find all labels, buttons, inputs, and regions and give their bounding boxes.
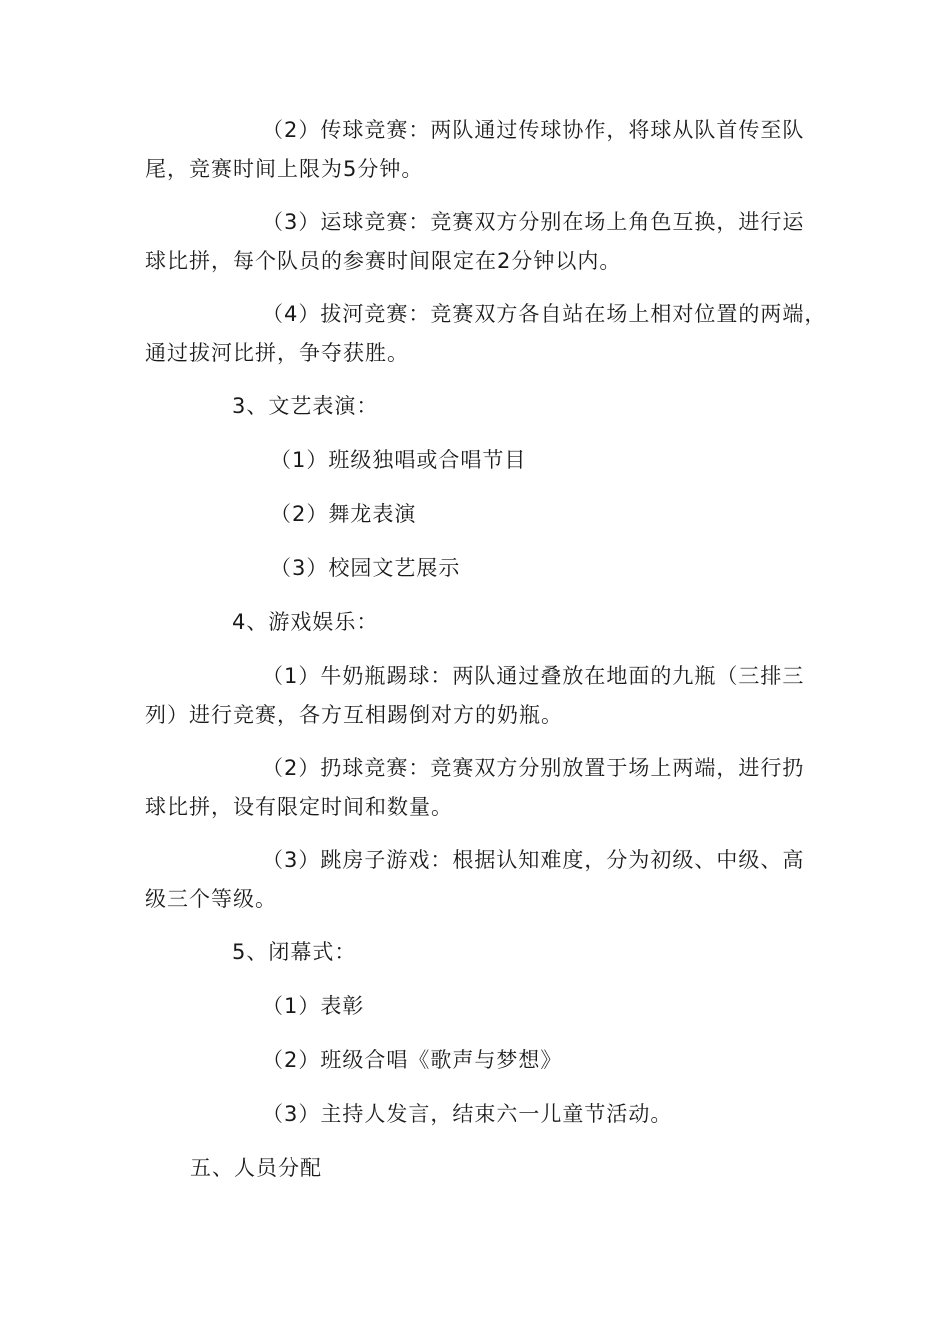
text-line: 球比拼，设有限定时间和数量。 (145, 795, 453, 819)
text-line: 球比拼，每个队员的参赛时间限定在2分钟以内。 (145, 249, 622, 273)
text-line: 尾，竞赛时间上限为5分钟。 (145, 157, 424, 181)
text-line: 级三个等级。 (145, 887, 277, 911)
list-item: （3）校园文艺展示 (270, 556, 461, 580)
text-line: （2）传球竞赛：两队通过传球协作，将球从队首传至队 (262, 118, 805, 142)
list-item: （1）表彰 (262, 994, 365, 1018)
section-heading: 3、文艺表演： (232, 394, 379, 418)
list-item: （2）舞龙表演 (270, 502, 417, 526)
section-heading: 5、闭幕式： (232, 940, 357, 964)
list-item: （1）班级独唱或合唱节目 (270, 448, 527, 472)
text-line: （3）跳房子游戏：根据认知难度，分为初级、中级、高 (262, 848, 805, 872)
text-line: 通过拔河比拼，争夺获胜。 (145, 341, 409, 365)
list-item: （3）主持人发言，结束六一儿童节活动。 (262, 1102, 673, 1126)
text-line: （2）扔球竞赛：竞赛双方分别放置于场上两端，进行扔 (262, 756, 805, 780)
text-line: （1）牛奶瓶踢球：两队通过叠放在地面的九瓶（三排三 (262, 664, 805, 688)
text-line: 列）进行竞赛，各方互相踢倒对方的奶瓶。 (145, 703, 563, 727)
text-line: （4）拔河竞赛：竞赛双方各自站在场上相对位置的两端， (262, 302, 827, 326)
text-line: （3）运球竞赛：竞赛双方分别在场上角色互换，进行运 (262, 210, 805, 234)
section-heading: 4、游戏娱乐： (232, 610, 379, 634)
list-item: （2）班级合唱《歌声与梦想》 (262, 1048, 563, 1072)
chapter-heading: 五、人员分配 (190, 1156, 322, 1180)
